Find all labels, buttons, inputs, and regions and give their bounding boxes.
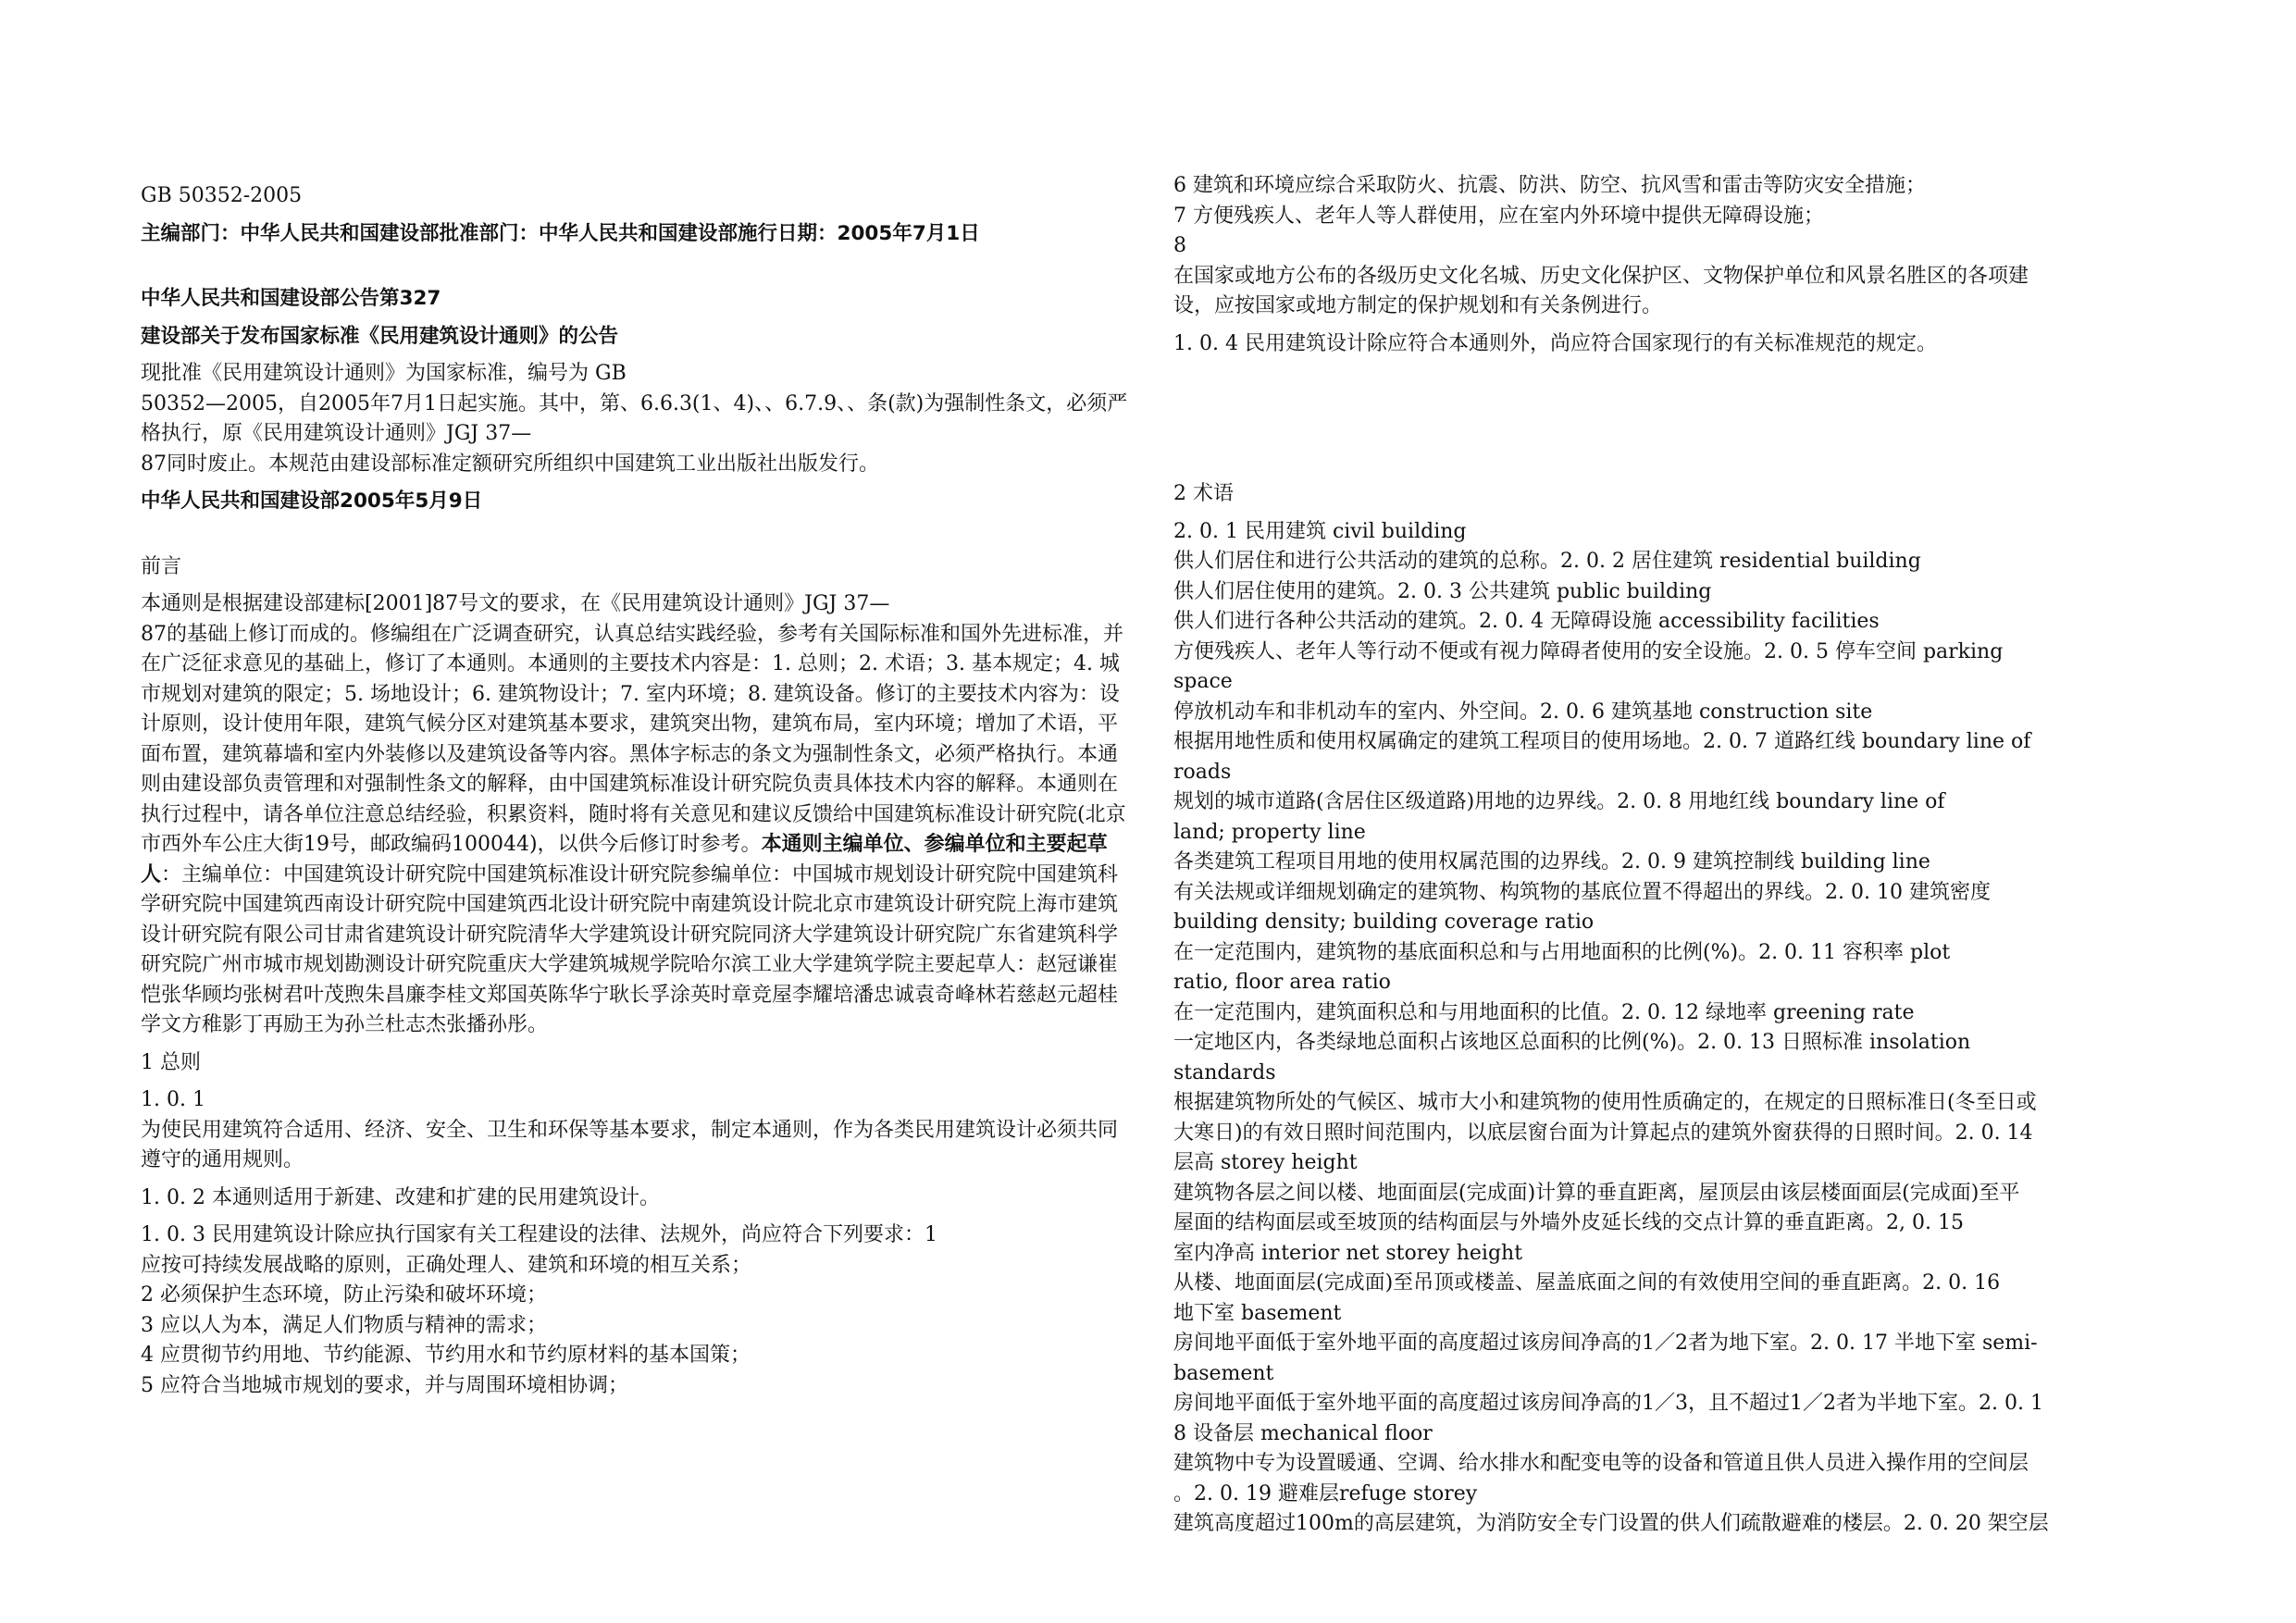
clause-101-text: 为使民用建筑符合适用、经济、安全、卫生和环保等基本要求，制定本通则，作为各类民用建筑设计必须共同遵守的通用规则。 <box>141 1118 1119 1171</box>
clause-103 <box>141 1220 1131 1401</box>
clause-103-line: 4 应贯彻节约用地、节约能源、节约用水和节约原材料的基本国策； <box>141 1344 751 1367</box>
term-line: 房间地平面低于室外地平面的高度超过该房间净高的1／3，且不超过1／2者为半地下室。2. 0. 1 <box>1173 1392 2043 1415</box>
term-line: 停放机动车和非机动车的室内、外空间。2. 0. 6 建筑基地 construction site <box>1173 700 1873 724</box>
term-line: 2. 0. 1 民用建筑 civil building <box>1173 519 1467 543</box>
clause-103-cont-line: 设，应按国家或地方制定的保护规划和有关条例进行。 <box>1173 294 1663 317</box>
term-line: ratio, floor area ratio <box>1173 971 1391 994</box>
clause-103-line: 应按可持续发展战略的原则，正确处理人、建筑和环境的相互关系； <box>141 1253 752 1277</box>
term-line: 建筑物各层之间以楼、地面面层(完成面)计算的垂直距离，屋顶层由该层楼面面层(完成面)至平 <box>1173 1181 2020 1205</box>
left-column <box>141 0 1131 1401</box>
clause-103-line: 2 必须保护生态环境，防止污染和破坏环境； <box>141 1283 547 1307</box>
clause-102: 1. 0. 2 本通则适用于新建、改建和扩建的民用建筑设计。 <box>141 1185 660 1209</box>
preface-body <box>141 589 1131 1041</box>
clause-103-cont-line: 6 建筑和环境应综合采取防火、抗震、防洪、防空、抗风雪和雷击等防灾安全措施； <box>1173 174 1926 197</box>
term-line: 根据建筑物所处的气候区、城市大小和建筑物的使用性质确定的，在规定的日照标准日(冬至日或 <box>1173 1091 2037 1114</box>
term-line: roads <box>1173 760 1232 784</box>
preface-bold-phrase: 本通则主编单位、参编单位和主要起草人 <box>141 833 1108 886</box>
term-line: basement <box>1173 1361 1274 1385</box>
departments-line: 主编部门：中华人民共和国建设部批准部门：中华人民共和国建设部施行日期：2005年7月1日 <box>141 221 980 245</box>
preface-line: 本通则是根据建设部建标[2001]87号文的要求，在《民用建筑设计通则》JGJ 37— <box>141 592 890 615</box>
term-line: 供人们进行各种公共活动的建筑。2. 0. 4 无障碍设施 accessibility facilities <box>1173 610 1880 633</box>
term-line: 根据用地性质和使用权属确定的建筑工程项目的使用场地。2. 0. 7 道路红线 boundary line of <box>1173 730 2031 753</box>
clause-103-cont-line: 8 <box>1173 234 1186 257</box>
preface-heading: 前言 <box>141 554 182 578</box>
preface-authors: ：主编单位：中国建筑设计研究院中国建筑标准设计研究院参编单位：中国城市规划设计研究院中国建筑科学研究院中国建筑西南设计研究院中国建筑西北设计研究院中南建筑设计院北京市建筑设计研究院上海市建筑设计研究院有限公司甘肃省建筑设计研究院清华大学建筑设计研究院同济大学建筑设计研究院广东省建筑科学研究院广州市城市规划勘测设计研究院重庆大学建筑城规学院哈尔滨工业大学建筑学院主要起草人：赵冠谦崔恺张华顾均张树君叶茂煦朱昌廉李桂文郑国英陈华宁耿长孚涂英时章竞屋李耀培潘忠诚袁奇峰林若慈赵元超桂学文方稚影丁再励王为孙兰杜志杰张播孙彤。 <box>141 862 1119 1036</box>
chapter2-heading: 2 术语 <box>1173 482 1234 505</box>
term-line: 室内净高 interior net storey height <box>1173 1241 1523 1265</box>
term-line: land; property line <box>1173 820 1366 844</box>
term-line: 。2. 0. 19 避难层refuge storey <box>1173 1481 1478 1505</box>
term-line: 方便残疾人、老年人等行动不便或有视力障碍者使用的安全设施。2. 0. 5 停车空间 parking <box>1173 639 2004 663</box>
term-line: space <box>1173 670 1233 693</box>
announcement-signature: 中华人民共和国建设部2005年5月9日 <box>141 489 483 513</box>
term-line: 规划的城市道路(含居住区级道路)用地的边界线。2. 0. 8 用地红线 boundary line of <box>1173 790 1945 813</box>
terms-list <box>1173 517 2164 1540</box>
clause-104: 1. 0. 4 民用建筑设计除应符合本通则外，尚应符合国家现行的有关标准规范的规定。 <box>1173 331 1937 355</box>
term-line: 从楼、地面面层(完成面)至吊顶或楼盖、屋盖底面之间的有效使用空间的垂直距离。2. 0. 16 <box>1173 1271 2001 1295</box>
announcement-body <box>141 359 1131 479</box>
announcement-paragraph: 50352—2005，自2005年7月1日起实施。其中，第、6.6.3(1、4)、、6.7.9、、条(款)为强制性条文，必须严格执行，原《民用建筑设计通则》JGJ 37— <box>141 391 1128 445</box>
announcement-line: 现批准《民用建筑设计通则》为国家标准，编号为 GB <box>141 362 627 385</box>
announcement-title: 建设部关于发布国家标准《民用建筑设计通则》的公告 <box>141 324 619 348</box>
clause-101-number: 1. 0. 1 <box>141 1088 205 1111</box>
preface-paragraph: 87的基础上修订而成的。修编组在广泛调查研究，认真总结实践经验，参考有关国际标准和国外先进标准，并在广泛征求意见的基础上，修订了本通则。本通则的主要技术内容是：1. 总则；2. 术语；3. 基本规定；4. 城市规划对建筑的限定；5. 场地设计；6. 建筑物设计；7. 室内环境；8. 建筑设备。修订的主要技术内容为：设计原则，设计使用年限，建筑气候分区对建筑基本要求，建筑突出物，建筑布局，室内环境；增加了术语，平面布置，建筑幕墙和室内外装修以及建筑设备等内容。黑体字标志的条文为强制性条文，必须严格执行。本通则由建设部负责管理和对强制性条文的解释，由中国建筑标准设计研究院负责具体技术内容的解释。本通则在执行过程中，请各单位注意总结经验，积累资料，随时将有关意见和建议反馈给中国建筑标准设计研究院(北京市西外车公庄大街19号，邮政编码100044)，以供今后修订时参考。 <box>141 622 1126 856</box>
clause-103-line: 3 应以人为本，满足人们物质与精神的需求； <box>141 1313 547 1337</box>
term-line: 在一定范围内，建筑物的基底面积总和与占用地面积的比例(%)。2. 0. 11 容积率 plot <box>1173 940 1951 964</box>
term-line: 供人们居住使用的建筑。2. 0. 3 公共建筑 public building <box>1173 579 1712 603</box>
clause-103-cont-line: 7 方便残疾人、老年人等人群使用，应在室内外环境中提供无障碍设施； <box>1173 204 1824 228</box>
clause-103-line: 5 应符合当地城市规划的要求，并与周围环境相协调； <box>141 1373 628 1397</box>
term-line: 建筑物中专为设置暖通、空调、给水排水和配变电等的设备和管道且供人员进入操作用的空间层 <box>1173 1452 2029 1475</box>
term-line: 在一定范围内，建筑面积总和与用地面积的比值。2. 0. 12 绿地率 greening rate <box>1173 1000 1915 1024</box>
term-line: 一定地区内，各类绿地总面积占该地区总面积的比例(%)。2. 0. 13 日照标准 insolation <box>1173 1031 1971 1054</box>
term-line: 8 设备层 mechanical floor <box>1173 1421 1433 1445</box>
term-line: 屋面的结构面层或至坡顶的结构面层与外墙外皮延长线的交点计算的垂直距离。2, 0. 15 <box>1173 1211 1964 1234</box>
chapter1-heading: 1 总则 <box>141 1050 201 1074</box>
clause-103-line: 1. 0. 3 民用建筑设计除应执行国家有关工程建设的法律、法规外，尚应符合下列要求：1 <box>141 1223 937 1246</box>
announcement-number: 中华人民共和国建设部公告第327 <box>141 287 441 310</box>
term-line: standards <box>1173 1060 1276 1084</box>
term-line: building density; building coverage ratio <box>1173 911 1595 934</box>
term-line: 房间地平面低于室外地平面的高度超过该房间净高的1／2者为地下室。2. 0. 17 半地下室 semi- <box>1173 1332 2038 1355</box>
announcement-line: 87同时废止。本规范由建设部标准定额研究所组织中国建筑工业出版社出版发行。 <box>141 452 879 476</box>
term-line: 建筑高度超过100m的高层建筑，为消防安全专门设置的供人们疏散避难的楼层。2. 0. 20 架空层 <box>1173 1512 2049 1535</box>
term-line: 各类建筑工程项目用地的使用权属范围的边界线。2. 0. 9 建筑控制线 building line <box>1173 850 1930 873</box>
term-line: 层高 storey height <box>1173 1151 1358 1174</box>
standard-code: GB 50352-2005 <box>141 184 303 207</box>
term-line: 有关法规或详细规划确定的建筑物、构筑物的基底位置不得超出的界线。2. 0. 10 建筑密度 <box>1173 880 1991 904</box>
term-line: 大寒日)的有效日照时间范围内，以底层窗台面为计算起点的建筑外窗获得的日照时间。2. 0. 14 <box>1173 1121 2033 1145</box>
right-column <box>1173 0 2164 1540</box>
clause-103-cont-line: 在国家或地方公布的各级历史文化名城、历史文化保护区、文物保护单位和风景名胜区的各项建 <box>1173 264 2029 288</box>
term-line: 地下室 basement <box>1173 1301 1342 1325</box>
term-line: 供人们居住和进行公共活动的建筑的总称。2. 0. 2 居住建筑 residential building <box>1173 550 1921 573</box>
